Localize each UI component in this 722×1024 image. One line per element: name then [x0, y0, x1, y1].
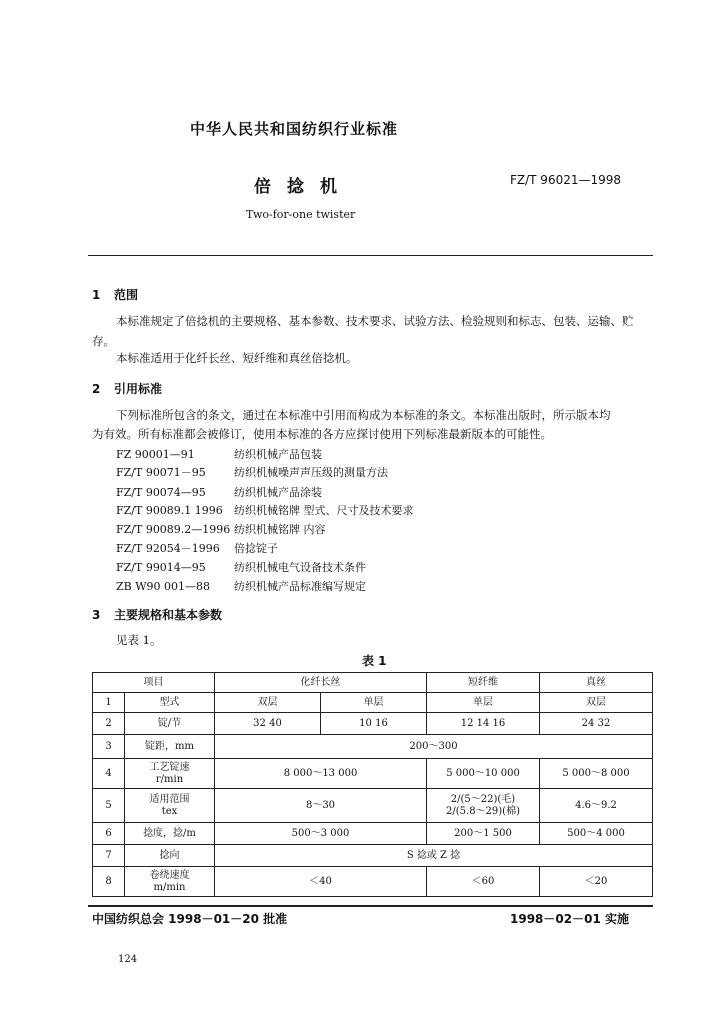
- ref-title: 纺织机械电气设备技术条件: [234, 561, 366, 574]
- ref-title: 纺织机械铭牌 型式、尺寸及技术要求: [234, 504, 414, 517]
- reference-item: [116, 540, 278, 556]
- reference-item: [116, 578, 366, 594]
- row-number: 2: [93, 713, 125, 735]
- section-3-heading: [92, 606, 222, 623]
- label-unit: tex: [161, 805, 178, 817]
- cell-line: 2/(5.8～29)(棉): [446, 805, 520, 817]
- cell: 4.6～9.2: [540, 789, 653, 823]
- table-row: [93, 867, 653, 897]
- table-row: [93, 713, 653, 735]
- row-number: 5: [93, 789, 125, 823]
- table-row: [93, 693, 653, 713]
- table-row: [93, 845, 653, 867]
- section-2-heading: [92, 380, 162, 397]
- cell: ＜40: [215, 867, 427, 897]
- reference-item: [116, 559, 366, 575]
- ref-code: FZ/T 90089.1 1996: [116, 504, 223, 517]
- reference-item: [116, 484, 322, 500]
- table-row: [93, 735, 653, 759]
- table-row: [93, 823, 653, 845]
- cell: 5 000～8 000: [540, 759, 653, 789]
- cell: 单层: [321, 693, 427, 713]
- ref-code: FZ/T 92054－1996: [116, 542, 220, 555]
- section-number: 1: [92, 288, 101, 302]
- english-title: Two-for-one twister: [246, 208, 356, 221]
- paragraph: 为有效。所有标准都会被修订，使用本标准的各方应探讨使用下列标准最新版本的可能性。: [92, 427, 552, 441]
- header-cell: 项目: [93, 673, 215, 693]
- table-row: [93, 759, 653, 789]
- paragraph: 本标准规定了倍捻机的主要规格、基本参数、技术要求、试验方法、检验规则和标志、包装、运输、贮: [116, 314, 634, 328]
- row-label: [125, 759, 215, 789]
- ref-code: FZ/T 90071－95: [116, 466, 206, 479]
- row-number: 7: [93, 845, 125, 867]
- row-label: 锭距，mm: [125, 735, 215, 759]
- section-title: 引用标准: [114, 382, 163, 396]
- cell: 8 000～13 000: [215, 759, 427, 789]
- ref-code: FZ/T 99014—95: [116, 561, 206, 574]
- row-label: 捻度，捻/m: [125, 823, 215, 845]
- footer-divider: [88, 905, 653, 907]
- row-label: 捻向: [125, 845, 215, 867]
- cell: 5 000～10 000: [427, 759, 540, 789]
- header-cell: 真丝: [540, 673, 653, 693]
- cell: 32 40: [215, 713, 321, 735]
- row-label: [125, 867, 215, 897]
- ref-code: FZ/T 90074—95: [116, 486, 206, 499]
- section-title: 主要规格和基本参数: [114, 608, 223, 622]
- ref-title: 纺织机械产品标准编写规定: [234, 580, 366, 593]
- section-number: 3: [92, 608, 101, 622]
- cell: 200～1 500: [427, 823, 540, 845]
- cell-line: 2/(5～22)(毛): [450, 793, 516, 805]
- label-line: 工艺锭速: [149, 761, 190, 773]
- ref-title: 纺织机械产品包装: [234, 448, 322, 461]
- section-number: 2: [92, 382, 101, 396]
- ref-code: FZ/T 90089.2—1996: [116, 523, 231, 536]
- cell: 500～3 000: [215, 823, 427, 845]
- paragraph: 存。: [92, 334, 115, 348]
- implementation-date: 1998－02－01 实施: [510, 912, 629, 926]
- section-title: 范围: [114, 288, 139, 302]
- cell: 500～4 000: [540, 823, 653, 845]
- cell: 双层: [540, 693, 653, 713]
- org-title: 中华人民共和国纺织行业标准: [190, 120, 399, 138]
- row-label: [125, 789, 215, 823]
- label-unit: r/min: [155, 773, 184, 785]
- approval-date: 中国纺织总会 1998－01－20 批准: [92, 912, 288, 926]
- row-number: 3: [93, 735, 125, 759]
- cell: 单层: [427, 693, 540, 713]
- cell: [427, 789, 540, 823]
- cell: 12 14 16: [427, 713, 540, 735]
- standard-code: FZ/T 96021—1998: [510, 173, 622, 187]
- row-number: 6: [93, 823, 125, 845]
- reference-item: [116, 464, 388, 480]
- ref-code: ZB W90 001—88: [116, 580, 211, 593]
- cell: 200～300: [215, 735, 653, 759]
- paragraph: 本标准适用于化纤长丝、短纤维和真丝倍捻机。: [116, 351, 358, 365]
- ref-code: FZ 90001—91: [116, 448, 195, 461]
- paragraph: 下列标准所包含的条文，通过在本标准中引用而构成为本标准的条文。本标准出版时，所示版本均: [116, 408, 611, 422]
- document-title: 倍捻机: [254, 177, 353, 197]
- cell: ＜60: [427, 867, 540, 897]
- ref-title: 纺织机械噪声声压级的测量方法: [234, 466, 388, 479]
- page-number: 124: [118, 954, 138, 965]
- ref-title: 纺织机械产品涂装: [234, 486, 322, 499]
- row-label: 锭/节: [125, 713, 215, 735]
- ref-title: 纺织机械铭牌 内容: [234, 523, 326, 536]
- header-cell: 短纤维: [427, 673, 540, 693]
- paragraph: 见表 1。: [116, 633, 162, 647]
- reference-item: [116, 502, 414, 518]
- label-line: 适用范围: [149, 793, 190, 805]
- reference-item: [116, 446, 322, 462]
- cell: S 捻或 Z 捻: [215, 845, 653, 867]
- header-cell: 化纤长丝: [215, 673, 427, 693]
- row-number: 4: [93, 759, 125, 789]
- row-number: 1: [93, 693, 125, 713]
- section-1-heading: [92, 286, 138, 303]
- table-title: 表 1: [362, 654, 387, 668]
- label-line: 卷绕速度: [149, 869, 190, 881]
- label-unit: m/min: [153, 881, 186, 893]
- cell: 8～30: [215, 789, 427, 823]
- header-divider: [88, 255, 653, 256]
- spec-table: [92, 672, 653, 897]
- cell: 24 32: [540, 713, 653, 735]
- ref-title: 倍捻锭子: [234, 542, 278, 555]
- row-label: 型式: [125, 693, 215, 713]
- reference-item: [116, 521, 326, 537]
- cell: ＜20: [540, 867, 653, 897]
- table-header-row: [93, 673, 653, 693]
- row-number: 8: [93, 867, 125, 897]
- table-row: [93, 789, 653, 823]
- cell: 10 16: [321, 713, 427, 735]
- cell: 双层: [215, 693, 321, 713]
